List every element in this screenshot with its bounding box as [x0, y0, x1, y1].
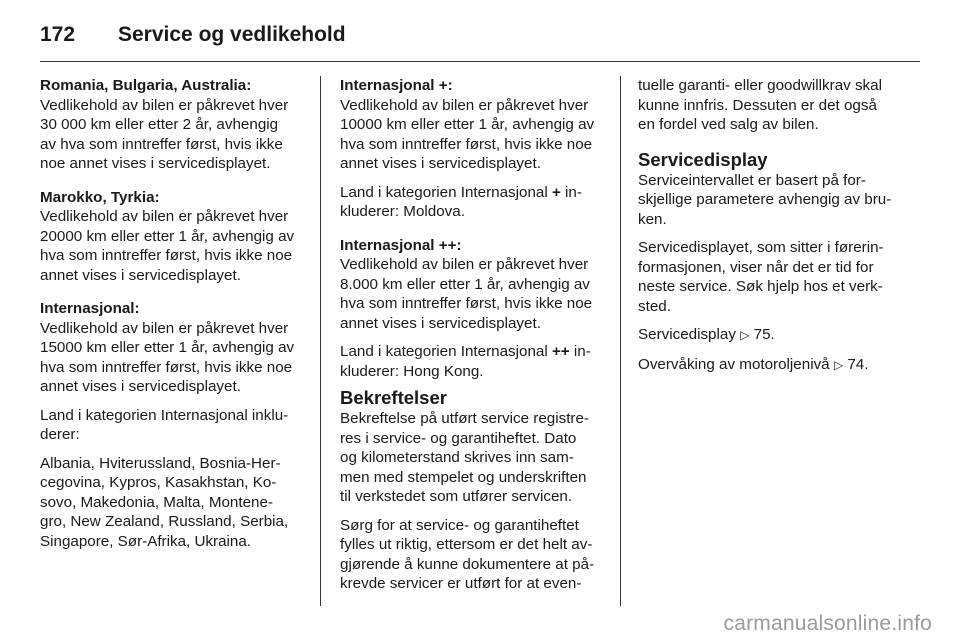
text-line: annet vises i servicedisplayet.: [40, 378, 241, 395]
section-romania: [40, 76, 305, 174]
text-span: Land i kategorien Internasjonal: [340, 183, 552, 201]
text-line: [340, 183, 605, 203]
reference-page: 74.: [847, 355, 869, 373]
heading-bekreftelser: Bekreftelser: [340, 387, 447, 408]
paragraph: [40, 454, 305, 552]
section-internasjonal-plusplus: [340, 236, 605, 334]
text-line: men med stempelet og underskriften: [340, 468, 587, 486]
text-line: sted.: [638, 297, 671, 315]
text-line: 8.000 km eller etter 1 år, avhengig av: [340, 275, 590, 293]
plus-symbol: +: [551, 183, 561, 201]
paragraph: [340, 409, 605, 507]
text-line: 20000 km eller etter 1 år, avhengig av: [40, 227, 295, 245]
text-line: 30 000 km eller etter 2 år, avhengig: [40, 116, 279, 133]
text-line: Vedlikehold av bilen er påkrevet hver: [40, 319, 289, 337]
column-2: [340, 76, 605, 603]
text-line: Serviceintervallet er basert på for-: [638, 171, 866, 189]
text-span: in-: [569, 343, 591, 360]
text-line: til verkstedet som utfører servicen.: [340, 488, 573, 505]
text-line: hva som inntreffer først, hvis ikke noe: [340, 295, 593, 312]
section-internasjonal: [40, 299, 305, 397]
text-line: ken.: [638, 210, 667, 228]
column-1: [40, 76, 305, 560]
text-line: fylles ut riktig, ettersom er det helt av-: [340, 536, 593, 553]
text-line: Vedlikehold av bilen er påkrevet hver: [40, 96, 289, 114]
section-marokko: [40, 188, 305, 286]
text-line: tuelle garanti- eller goodwillkrav skal: [638, 77, 882, 94]
text-line: neste service. Søk hjelp hos et verk-: [638, 278, 883, 295]
text-line: gro, New Zealand, Russland, Serbia,: [40, 513, 289, 530]
text-line: skjellige parametere avhengig av bru-: [638, 191, 892, 208]
text-line: annet vises i servicedisplayet.: [340, 314, 541, 332]
paragraph: [340, 342, 605, 381]
page-reference-icon: ▷: [740, 328, 750, 342]
text-line: Albania, Hviterussland, Bosnia-Her-: [40, 454, 281, 472]
text-line: kluderer: Moldova.: [340, 203, 465, 220]
paragraph: [40, 406, 305, 445]
text-line: [340, 342, 605, 362]
text-line: annet vises i servicedisplayet.: [340, 155, 541, 172]
reference-label: Overvåking av motoroljenivå: [638, 355, 830, 373]
reference-page: 75.: [753, 326, 775, 343]
text-line: sovo, Makedonia, Malta, Montene-: [40, 493, 273, 511]
text-line: Singapore, Sør-Afrika, Ukraina.: [40, 532, 252, 550]
text-line: krevde servicer er utført for at even-: [340, 575, 582, 592]
header-rule: [40, 61, 920, 62]
text-line: res i service- og garantiheftet. Dato: [340, 429, 577, 447]
paragraph: [638, 238, 906, 316]
text-span: Land i kategorien Internasjonal: [340, 343, 552, 360]
text-line: [638, 325, 906, 346]
plus-symbol: ++: [551, 343, 570, 360]
section-heading: Internasjonal +:: [340, 77, 453, 94]
text-line: Land i kategorien Internasjonal inklu-: [40, 406, 289, 424]
text-line: hva som inntreffer først, hvis ikke noe: [40, 247, 293, 264]
heading-servicedisplay: Servicedisplay: [638, 148, 768, 170]
section-heading: Internasjonal:: [40, 300, 140, 317]
text-line: hva som inntreffer først, hvis ikke noe: [40, 358, 293, 376]
text-line: kunne innfris. Dessuten er det også: [638, 96, 877, 114]
paragraph: [340, 516, 605, 594]
paragraph: [638, 171, 906, 230]
text-line: en fordel ved salg av bilen.: [638, 116, 819, 133]
text-line: gjørende å kunne dokumentere at på-: [340, 555, 595, 573]
page-header: [40, 18, 920, 52]
cross-reference[interactable]: [638, 355, 906, 376]
paragraph: [638, 76, 906, 135]
section-internasjonal-plus: [340, 76, 605, 174]
text-line: formasjonen, viser når det er tid for: [638, 258, 874, 276]
text-line: Vedlikehold av bilen er påkrevet hver: [40, 208, 289, 225]
text-line: Sørg for at service- og garantiheftet: [340, 516, 579, 534]
text-line: 15000 km eller etter 1 år, avhengig av: [40, 339, 295, 356]
section-heading: Marokko, Tyrkia:: [40, 188, 160, 206]
text-line: cegovina, Kypros, Kasakhstan, Ko-: [40, 474, 277, 491]
column-divider-1: [320, 76, 321, 606]
text-line: Bekreftelse på utført service registre-: [340, 410, 589, 427]
reference-label: Servicedisplay: [638, 326, 736, 343]
text-line: [638, 355, 906, 376]
text-line: kluderer: Hong Kong.: [340, 362, 484, 380]
text-line: derer:: [40, 426, 80, 443]
page-title: Service og vedlikehold: [118, 23, 346, 46]
text-line: hva som inntreffer først, hvis ikke noe: [340, 135, 593, 153]
text-span: in-: [560, 183, 582, 201]
page-reference-icon: ▷: [833, 357, 844, 372]
section-heading: Romania, Bulgaria, Australia:: [40, 77, 252, 94]
page-number: 172: [40, 23, 76, 46]
text-line: noe annet vises i servicedisplayet.: [40, 155, 271, 172]
text-line: 10000 km eller etter 1 år, avhengig av: [340, 116, 595, 133]
text-line: Servicedisplayet, som sitter i førerin-: [638, 239, 884, 256]
text-line: og kilometerstand skrives inn sam-: [340, 449, 574, 466]
text-line: annet vises i servicedisplayet.: [40, 266, 241, 284]
text-line: av hva som inntreffer først, hvis ikke: [40, 135, 283, 153]
cross-reference[interactable]: [638, 325, 906, 346]
text-line: Vedlikehold av bilen er påkrevet hver: [340, 96, 589, 114]
section-heading: Internasjonal ++:: [340, 236, 462, 254]
watermark: carmanualsonline.info: [723, 612, 932, 635]
column-divider-2: [620, 76, 621, 606]
text-line: Vedlikehold av bilen er påkrevet hver: [340, 256, 589, 273]
column-3: [638, 76, 906, 384]
paragraph: [340, 183, 605, 222]
